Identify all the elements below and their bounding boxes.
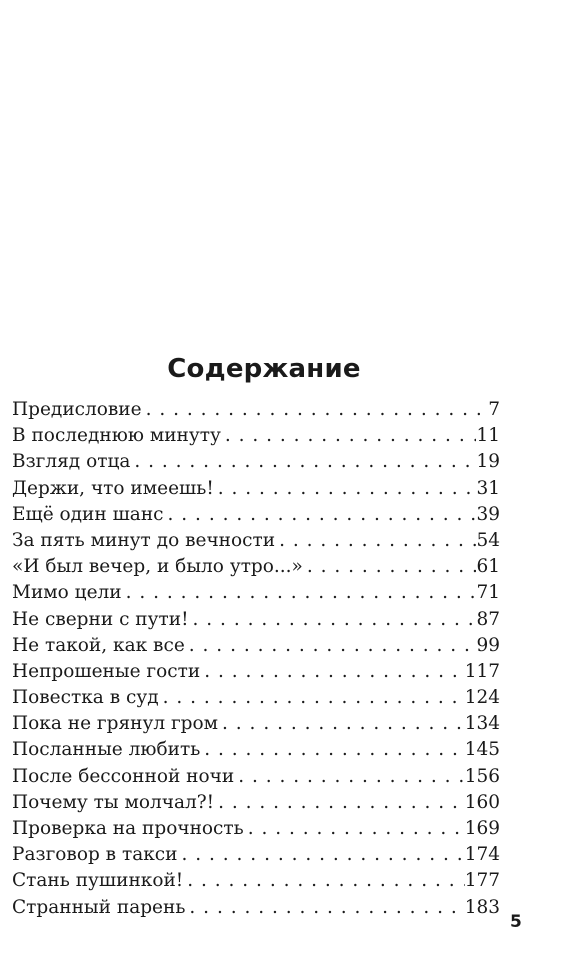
toc-entry-page: 117 (464, 660, 500, 682)
toc-entry-page: 145 (464, 739, 500, 761)
toc-dot-leader (130, 449, 476, 475)
toc-entry (12, 607, 500, 633)
toc-entry (12, 711, 500, 737)
toc-entry (12, 816, 500, 842)
toc-dot-leader (214, 790, 465, 816)
toc-entry-title: Почему ты молчал?! (12, 791, 215, 813)
toc-entry-title: Разговор в такси (12, 844, 178, 866)
toc-entry-page: 87 (476, 608, 500, 630)
toc-entry-title: За пять минут до вечности (12, 529, 276, 551)
toc-entry-title: Не сверни с пути! (12, 608, 189, 630)
toc-entry-page: 169 (464, 818, 500, 839)
toc-entry-title: Проверка на прочность (12, 818, 244, 839)
toc-dot-leader (303, 554, 477, 580)
toc-entry-title: Стань пушинкой! (12, 870, 184, 892)
toc-entry (12, 685, 500, 711)
toc-entry-title: «И был вечер, и было утро...» (12, 556, 303, 578)
toc-entry-title: Мимо цели (12, 582, 122, 604)
toc-entry-title: Посланные любить (12, 739, 201, 761)
toc-entry-title: Держи, что имеешь! (12, 477, 214, 499)
toc-list (12, 397, 500, 921)
toc-entry-page: 99 (476, 634, 500, 656)
toc-entry-page: 124 (464, 687, 500, 709)
toc-entry-page: 11 (476, 425, 500, 447)
page-number: 5 (510, 912, 522, 932)
toc-entry-page: 174 (464, 844, 500, 866)
toc-entry (12, 502, 500, 528)
toc-dot-leader (221, 423, 477, 449)
toc-entry-title: Не такой, как все (12, 634, 185, 656)
toc-entry-title: Повестка в суд (12, 687, 159, 709)
toc-entry (12, 895, 500, 921)
toc-dot-leader (275, 528, 476, 554)
toc-entry-title: Предисловие (12, 399, 142, 420)
toc-dot-leader (244, 816, 465, 842)
toc-entry-page: 19 (476, 451, 500, 473)
toc-entry-page: 177 (464, 870, 500, 892)
toc-entry-page: 7 (488, 399, 500, 420)
toc-entry-page: 71 (476, 582, 500, 604)
toc-entry (12, 790, 500, 816)
toc-entry-page: 54 (476, 529, 500, 551)
toc-entry-title: Взгляд отца (12, 451, 131, 473)
toc-entry-page: 61 (476, 556, 500, 578)
toc-entry (12, 423, 500, 449)
toc-dot-leader (159, 685, 465, 711)
toc-dot-leader (200, 737, 464, 763)
toc-entry-page: 156 (464, 765, 500, 787)
toc-dot-leader (185, 633, 477, 659)
toc-entry (12, 476, 500, 502)
toc-entry-page: 134 (464, 713, 500, 735)
toc-entry-title: Ещё один шанс (12, 503, 164, 525)
toc-entry (12, 633, 500, 659)
toc-dot-leader (234, 764, 464, 790)
toc-entry-page: 183 (464, 896, 500, 918)
toc-dot-leader (164, 502, 477, 528)
toc-entry (12, 868, 500, 894)
toc-dot-leader (178, 842, 465, 868)
toc-entry-title: После бессонной ночи (12, 765, 235, 787)
toc-dot-leader (185, 895, 464, 921)
toc-entry (12, 737, 500, 763)
toc-dot-leader (183, 868, 464, 894)
toc-dot-leader (189, 607, 477, 633)
toc-entry-title: Пока не грянул гром (12, 713, 219, 735)
toc-entry (12, 554, 500, 580)
toc-entry (12, 580, 500, 606)
toc-entry-page: 160 (464, 791, 500, 813)
toc-entry (12, 397, 500, 423)
toc-dot-leader (142, 397, 480, 423)
toc-dot-leader (214, 476, 477, 502)
toc-heading: Содержание (167, 354, 361, 384)
toc-dot-leader (218, 711, 465, 737)
toc-dot-leader (122, 580, 477, 606)
toc-entry (12, 449, 500, 475)
toc-entry-title: Странный парень (12, 896, 186, 918)
toc-entry (12, 659, 500, 685)
toc-entry-title: Непрошеные гости (12, 660, 201, 682)
toc-entry (12, 842, 500, 868)
toc-entry-page: 39 (476, 503, 500, 525)
toc-entry (12, 528, 500, 554)
toc-entry (12, 764, 500, 790)
toc-entry-page: 31 (476, 477, 500, 499)
toc-dot-leader (200, 659, 465, 685)
toc-entry-title: В последнюю минуту (12, 425, 221, 447)
